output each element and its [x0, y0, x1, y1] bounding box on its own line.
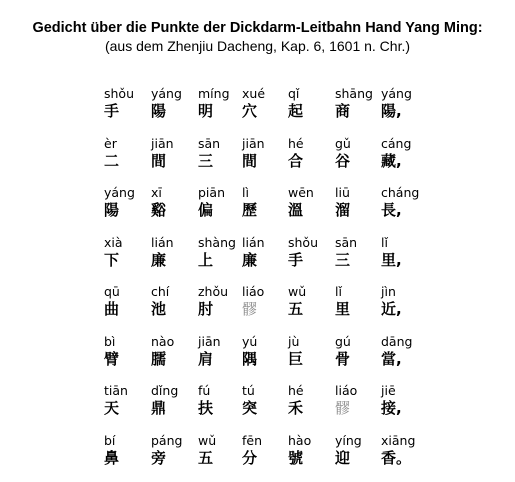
hanzi: 商 [335, 102, 395, 120]
pinyin: cáng [381, 136, 441, 152]
pinyin: lì [242, 185, 302, 201]
hanzi: 鼻 [104, 449, 164, 467]
hanzi: 肩 [198, 350, 258, 368]
pinyin: gú [335, 334, 395, 350]
hanzi: 里 [335, 300, 395, 318]
pinyin: shǒu [104, 86, 164, 102]
hanzi: 上 [198, 251, 258, 269]
pinyin: piān [198, 185, 258, 201]
hanzi: 廉 [151, 251, 211, 269]
pinyin: lǐ [381, 235, 441, 251]
pinyin: chí [151, 284, 211, 300]
pinyin: fú [198, 383, 258, 399]
hanzi: 手 [288, 251, 348, 269]
pinyin: liáo [242, 284, 302, 300]
hanzi: 隅 [242, 350, 302, 368]
hanzi: 陽 [151, 102, 211, 120]
verse-line [104, 86, 504, 136]
syllable [381, 235, 441, 269]
hanzi: 髎 [242, 300, 302, 318]
hanzi: 起 [288, 102, 348, 120]
hanzi: 二 [104, 152, 164, 170]
hanzi: 五 [288, 300, 348, 318]
hanzi: 溫 [288, 201, 348, 219]
syllable [381, 185, 441, 219]
pinyin: lǐ [335, 284, 395, 300]
hanzi: 谿 [151, 201, 211, 219]
hanzi: 號 [288, 449, 348, 467]
pinyin: dǐng [151, 383, 211, 399]
syllable [381, 433, 441, 467]
hanzi: 近, [381, 300, 441, 318]
pinyin: míng [198, 86, 258, 102]
hanzi: 明 [198, 102, 258, 120]
pinyin: lián [151, 235, 211, 251]
hanzi: 五 [198, 449, 258, 467]
hanzi: 骨 [335, 350, 395, 368]
hanzi: 臂 [104, 350, 164, 368]
pinyin: tú [242, 383, 302, 399]
hanzi: 廉 [242, 251, 302, 269]
pinyin: shāng [335, 86, 395, 102]
pinyin: bí [104, 433, 164, 449]
hanzi: 穴 [242, 102, 302, 120]
hanzi: 谷 [335, 152, 395, 170]
hanzi: 天 [104, 399, 164, 417]
verse-line [104, 136, 504, 186]
pinyin: wǔ [198, 433, 258, 449]
pinyin: yáng [381, 86, 441, 102]
pinyin: liū [335, 185, 395, 201]
pinyin: yáng [104, 185, 164, 201]
pinyin: shǒu [288, 235, 348, 251]
pinyin: yú [242, 334, 302, 350]
pinyin: fēn [242, 433, 302, 449]
pinyin: xià [104, 235, 164, 251]
pinyin: bì [104, 334, 164, 350]
hanzi: 扶 [198, 399, 258, 417]
verse-line [104, 383, 504, 433]
verse-line [104, 284, 504, 334]
pinyin: sān [335, 235, 395, 251]
pinyin: dāng [381, 334, 441, 350]
pinyin: jiān [198, 334, 258, 350]
hanzi: 里, [381, 251, 441, 269]
hanzi: 長, [381, 201, 441, 219]
pinyin: cháng [381, 185, 441, 201]
pinyin: shàng [198, 235, 258, 251]
pinyin: páng [151, 433, 211, 449]
hanzi: 迎 [335, 449, 395, 467]
hanzi: 歷 [242, 201, 302, 219]
pinyin: sān [198, 136, 258, 152]
verse-line [104, 334, 504, 384]
verse-line [104, 185, 504, 235]
hanzi: 間 [242, 152, 302, 170]
pinyin: lián [242, 235, 302, 251]
syllable [381, 86, 441, 120]
pinyin: zhǒu [198, 284, 258, 300]
hanzi: 突 [242, 399, 302, 417]
page-title: Gedicht über die Punkte der Dickdarm-Leitbahn Hand Yang Ming: [0, 19, 515, 37]
pinyin: qū [104, 284, 164, 300]
pinyin: xī [151, 185, 211, 201]
pinyin: jiān [242, 136, 302, 152]
pinyin: jiān [151, 136, 211, 152]
syllable [381, 383, 441, 417]
syllable [381, 284, 441, 318]
hanzi: 陽, [381, 102, 441, 120]
hanzi: 溜 [335, 201, 395, 219]
pinyin: gǔ [335, 136, 395, 152]
pinyin: yíng [335, 433, 395, 449]
hanzi: 鼎 [151, 399, 211, 417]
hanzi: 合 [288, 152, 348, 170]
hanzi: 香。 [381, 449, 441, 467]
pinyin: tiān [104, 383, 164, 399]
pinyin: hé [288, 136, 348, 152]
hanzi: 臑 [151, 350, 211, 368]
hanzi: 接, [381, 399, 441, 417]
syllable [381, 136, 441, 170]
hanzi: 肘 [198, 300, 258, 318]
hanzi: 陽 [104, 201, 164, 219]
hanzi: 三 [198, 152, 258, 170]
hanzi: 當, [381, 350, 441, 368]
hanzi: 池 [151, 300, 211, 318]
poem-block [104, 86, 504, 482]
pinyin: èr [104, 136, 164, 152]
hanzi: 下 [104, 251, 164, 269]
pinyin: wēn [288, 185, 348, 201]
pinyin: nào [151, 334, 211, 350]
hanzi: 間 [151, 152, 211, 170]
pinyin: hé [288, 383, 348, 399]
hanzi: 旁 [151, 449, 211, 467]
pinyin: xiāng [381, 433, 441, 449]
pinyin: jiē [381, 383, 441, 399]
pinyin: hào [288, 433, 348, 449]
hanzi: 偏 [198, 201, 258, 219]
hanzi: 巨 [288, 350, 348, 368]
page-subtitle: (aus dem Zhenjiu Dacheng, Kap. 6, 1601 n. Chr.) [0, 37, 515, 55]
pinyin: liáo [335, 383, 395, 399]
verse-line [104, 433, 504, 482]
pinyin: yáng [151, 86, 211, 102]
verse-line [104, 235, 504, 285]
pinyin: xué [242, 86, 302, 102]
pinyin: jù [288, 334, 348, 350]
hanzi: 分 [242, 449, 302, 467]
hanzi: 禾 [288, 399, 348, 417]
hanzi: 手 [104, 102, 164, 120]
pinyin: jìn [381, 284, 441, 300]
hanzi: 曲 [104, 300, 164, 318]
pinyin: wǔ [288, 284, 348, 300]
pinyin: qǐ [288, 86, 348, 102]
hanzi: 髎 [335, 399, 395, 417]
hanzi: 藏, [381, 152, 441, 170]
syllable [381, 334, 441, 368]
hanzi: 三 [335, 251, 395, 269]
